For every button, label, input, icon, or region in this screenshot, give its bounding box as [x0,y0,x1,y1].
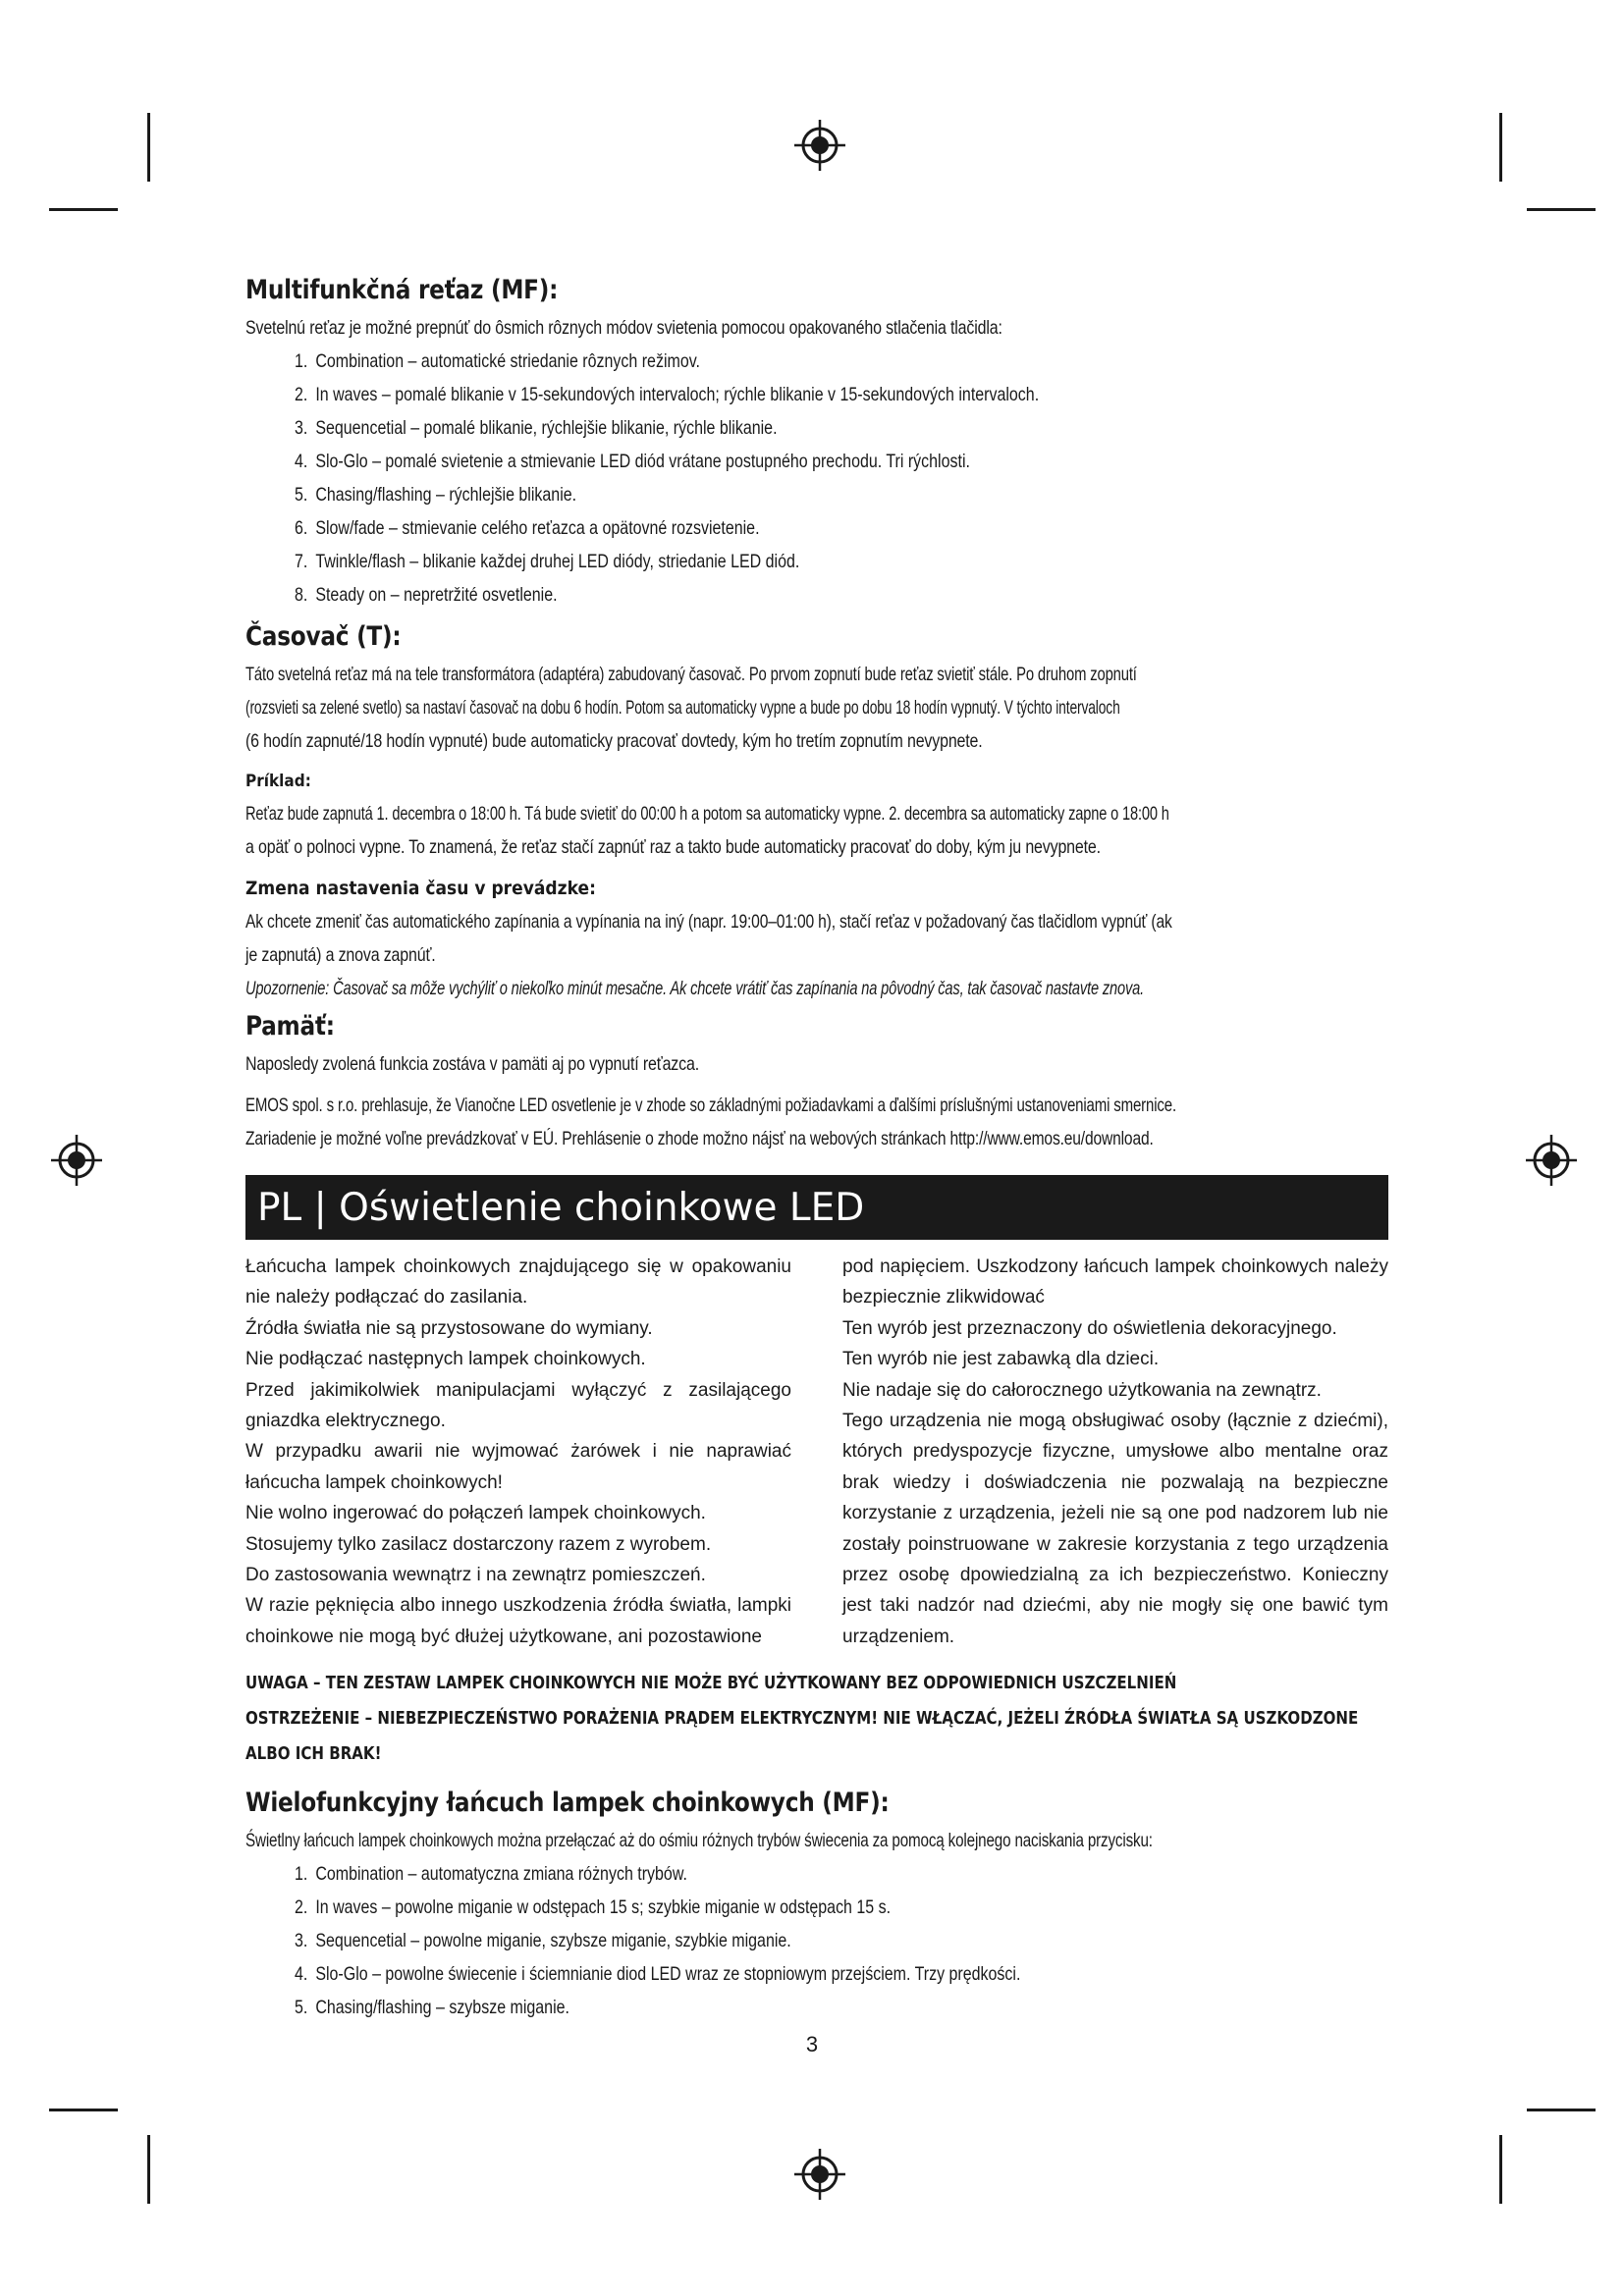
pl-mode-list [245,1857,1388,2024]
safety-line: Przed jakimikolwiek manipulacjami wyłączyć z zasilającego gniazdka elektrycznego. [245,1379,791,1432]
warning-line: OSTRZEŻENIE – NIEBEZPIECZEŃSTWO PORAŻENIA PRĄDEM ELEKTRYCZNYM! NIE WŁĄCZAĆ, JEŻELI ŹRÓDŁA ŚWIATŁA SĄ USZKODZONE [245,1709,1359,1730]
pl-warnings [245,1666,1385,1772]
timer-text-line: (rozsvieti sa zelené svetlo) sa nastaví časovač na dobu 6 hodín. Potom sa automaticky vypne a bude po dobu 18 hodín vypnutý. V týchto intervaloch [245,697,1120,719]
example-text-line: a opäť o polnoci vypne. To znamená, že reťaz stačí zapnúť raz a takto bude automaticky pracovať do doby, kým ju nevypnete. [245,836,1101,858]
crop-mark [49,208,118,211]
registration-mark-icon [47,1131,106,1190]
safety-line: Nie podłączać następnych lampek choinkowych. [245,1349,646,1370]
pl-mf-intro: Świetlny łańcuch lampek choinkowych można przełączać aż do ośmiu różnych trybów świecenia za pomocą kolejnego naciskania przycisku: [245,1830,1153,1852]
pl-left-column [245,1252,791,1652]
change-text-line: Ak chcete zmeniť čas automatického zapínania a vypínania na iný (napr. 19:00–01:00 h), stačí reťaz v požadovaný čas tlačidlom vypnúť (ak [245,911,1172,933]
change-time-title: Zmena nastavenia času v prevádzke: [245,878,596,899]
timer-note: Upozornenie: Časovač sa môže vychýliť o niekoľko minút mesačne. Ak chcete vrátiť čas zapínania na pôvodný čas, tak časovač nastavte znova. [245,978,1145,999]
crop-mark [1527,2109,1596,2111]
section-title-sk-memory: Pamäť: [245,1011,335,1041]
timer-text-line: Táto svetelná reťaz má na tele transformátora (adaptéra) zabudovaný časovač. Po prvom zopnutí bude reťaz svietiť stále. Po druhom zopnutí [245,664,1137,685]
warning-line: UWAGA – TEN ZESTAW LAMPEK CHOINKOWYCH NIE MOŻE BYĆ UŻYTKOWANY BEZ ODPOWIEDNICH USZCZELNIEŃ [245,1674,1177,1694]
list-item: 4. Slo-Glo – powolne świecenie i ściemnianie diod LED wraz ze stopniowym przejściem. Trzy prędkości. [295,1963,1021,1986]
list-item: 7. Twinkle/flash – blikanie každej druhej LED diódy, striedanie LED diód. [295,551,800,572]
crop-mark [1499,2135,1502,2204]
list-item: 1. Combination – automatické striedanie rôznych režimov. [295,350,700,372]
safety-line: Stosujemy tylko zasilacz dostarczony razem z wyrobem. [245,1533,712,1555]
banner-title: PL | Oświetlenie choinkowe LED [257,1185,865,1230]
safety-line: Źródła światła nie są przystosowane do wymiany. [245,1317,653,1339]
crop-mark [147,113,150,182]
declaration-line: Zariadenie je možné voľne prevádzkovať v EÚ. Prehlásenie o zhode možno nájsť na webových stránkach http://www.emos.eu/download. [245,1128,1154,1149]
declaration-line: EMOS spol. s r.o. prehlasuje, že Vianočne LED osvetlenie je v zhode so základnými požiadavkami a ďalšími príslušnými ustanoveniami smernice. [245,1095,1176,1116]
crop-mark [147,2135,150,2204]
page-number: 3 [805,2032,819,2056]
safety-line: W razie pęknięcia albo innego uszkodzenia źródła światła, lampki choinkowe nie mogą być dłużej użytkowane, ani pozostawione [245,1595,791,1647]
safety-line: Ten wyrób nie jest zabawką dla dzieci. [842,1349,1160,1370]
safety-line: W przypadku awarii nie wyjmować żarówek i nie naprawiać łańcucha lampek choinkowych! [245,1441,791,1493]
registration-mark-icon [790,2145,849,2204]
list-item: 5. Chasing/flashing – szybsze miganie. [295,1997,569,2019]
list-item: 3. Sequencetial – pomalé blikanie, rýchlejšie blikanie, rýchle blikanie. [295,417,778,439]
safety-line: Łańcucha lampek choinkowych znajdującego się w opakowaniu nie należy podłączać do zasilania. [245,1256,791,1308]
safety-line: Ten wyrób jest przeznaczony do oświetlenia dekoracyjnego. [842,1317,1337,1339]
page-content [245,275,1388,2034]
list-item: 2. In waves – powolne miganie w odstępach 15 s; szybkie miganie w odstępach 15 s. [295,1896,892,1919]
section-title-sk-timer: Časovač (T): [245,621,402,652]
safety-line: pod napięciem. Uszkodzony łańcuch lampek choinkowych należy bezpiecznie zlikwidować [842,1256,1388,1308]
memory-text: Naposledy zvolená funkcia zostáva v pamäti aj po vypnutí reťazca. [245,1053,699,1075]
safety-line: Nie nadaje się do całorocznego użytkowania na zewnątrz. [842,1379,1322,1401]
crop-mark [1527,208,1596,211]
list-item: 3. Sequencetial – powolne miganie, szybsze miganie, szybkie miganie. [295,1930,791,1952]
registration-mark-icon [1522,1131,1581,1190]
sk-mf-intro: Svetelnú reťaz je možné prepnúť do ôsmich rôznych módov svietenia pomocou opakovaného stlačenia tlačidla: [245,317,1002,339]
change-text-line: je zapnutá) a znova zapnúť. [245,944,436,966]
list-item: 4. Slo-Glo – pomalé svietenie a stmievanie LED diód vrátane postupného prechodu. Tri rýchlosti. [295,451,970,472]
safety-line: Do zastosowania wewnątrz i na zewnątrz pomieszczeń. [245,1565,706,1586]
pl-safety-columns [245,1252,1388,1652]
list-item: 5. Chasing/flashing – rýchlejšie blikanie. [295,484,577,506]
safety-line: Nie wolno ingerować do połączeń lampek choinkowych. [245,1503,706,1524]
section-banner-pl [245,1175,1388,1240]
safety-line: Tego urządzenia nie mogą obsługiwać osoby (łącznie z dziećmi), których predyspozycje fizyczne, umysłowe albo mentalne oraz brak wiedzy i doświadczenia nie pozwalają na bezpieczne korzystanie z urządzenia, jeżeli nie są one pod nadzorem lub nie zostały poinstruowane w zakresie korzystania z tego urządzenia przez osobę dpowiedzialną za ich bezpieczeństwo. Konieczny jest taki nadzór nad dziećmi, aby nie mogły się one bawić tym urządzeniem. [842,1411,1388,1647]
sk-mode-list [245,345,1388,612]
example-text-line: Reťaz bude zapnutá 1. decembra o 18:00 h. Tá bude svietiť do 00:00 h a potom sa automaticky vypne. 2. decembra sa automaticky zapne o 18:00 h [245,803,1169,825]
pl-right-column [842,1252,1388,1652]
section-title-sk-mf: Multifunkčná reťaz (MF): [245,275,559,305]
crop-mark [1499,113,1502,182]
section-title-pl-mf: Wielofunkcyjny łańcuch lampek choinkowych (MF): [245,1788,890,1819]
list-item: 6. Slow/fade – stmievanie celého reťazca a opätovné rozsvietenie. [295,517,760,539]
example-title: Príklad: [245,772,311,791]
registration-mark-icon [790,116,849,175]
list-item: 2. In waves – pomalé blikanie v 15-sekundových intervaloch; rýchle blikanie v 15-sekundových intervaloch. [295,384,1040,405]
timer-text-line: (6 hodín zapnuté/18 hodín vypnuté) bude automaticky pracovať dovtedy, kým ho tretím zopnutím nevypnete. [245,730,983,752]
list-item: 8. Steady on – nepretržité osvetlenie. [295,584,558,606]
list-item: 1. Combination – automatyczna zmiana różnych trybów. [295,1863,687,1886]
crop-mark [49,2109,118,2111]
warning-line: ALBO ICH BRAK! [245,1744,382,1765]
